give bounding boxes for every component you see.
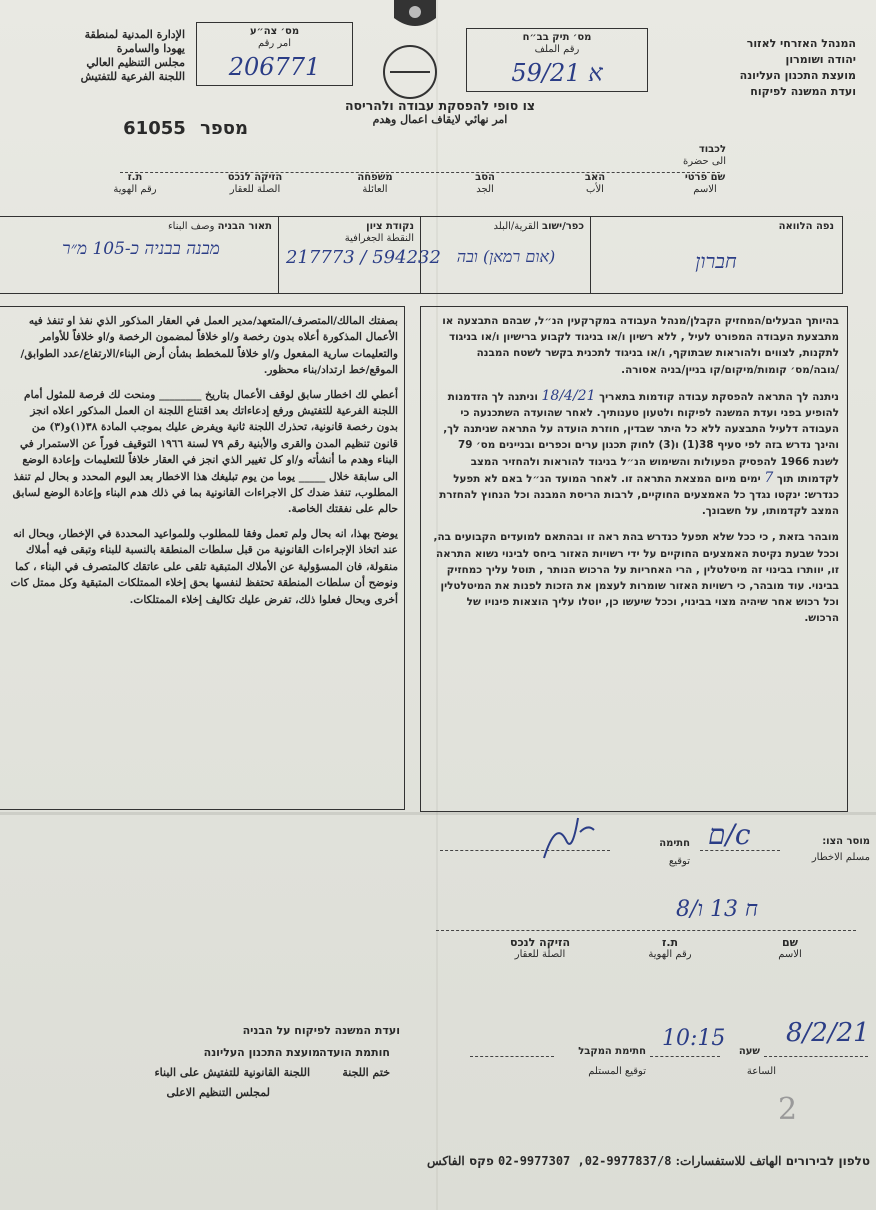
pencil-mark: 2 bbox=[778, 1092, 798, 1127]
org-line: اللجنة الفرعية للتفتيش bbox=[80, 70, 185, 83]
file-number-label: מס׳ תיק בב״ח bbox=[522, 32, 592, 43]
recipient-columns bbox=[470, 936, 860, 976]
location-table bbox=[0, 216, 843, 294]
stamp-council-ar: لمجلس التنظيم الاعلى bbox=[166, 1086, 270, 1099]
col-divider bbox=[590, 217, 591, 293]
time-label: שעה bbox=[738, 1046, 760, 1057]
signature-label-ar: توقيع bbox=[668, 856, 690, 867]
stamp-label-ar: ختم اللجنة bbox=[342, 1066, 390, 1079]
org-line: יהודה ושומרון bbox=[785, 53, 856, 66]
org-header-ar bbox=[40, 28, 185, 84]
org-line: המנהל האזרחי לאזור bbox=[746, 37, 856, 50]
location-col-village: כפר/ישוב القرية/البلد (אום רמאן) ובה bbox=[428, 221, 584, 267]
order-number-box bbox=[196, 22, 353, 86]
recipient-col: הסב الجد bbox=[475, 172, 495, 195]
org-line: يهودا والسامرة bbox=[116, 42, 185, 55]
stamp-label: חותמת הועדה bbox=[319, 1046, 390, 1059]
receipt-date: 8/2/21 bbox=[786, 1018, 870, 1048]
location-col-district: נפה הלוואה חברון bbox=[598, 221, 834, 274]
arabic-paragraph: أعطي لك اخطار سابق لوقف الأعمال بتاريخ ________ ومنحت لك فرصة للمثول أمام اللجنة الفرعية للتفتيش ورفع إدعاءاتك بعد اقتناع اللجنة ان العمل المذكور اعلاه انجز بدون رخصة قانونية، تحذرك اللجنة ثانية ويفرض عليك بموجب المادة ٣٨(١)و(٣) من قانون تنظيم المدن والقرى والأبنية رقم ٧٩ لسنة ١٩٦٦ التوقيف فوراً عن الاستمرار في البناء وهدم ما أنشأته و/او كل تغيير الذي انجز في العقار خلافاً للتعليمات وإعادة الوضع الى سابقة خلال _____ يوما من يوم تبليغك هذا الاخطار بعد اليوم المحدد و بحال لم تنفذ المطلوب، تنفذ ضدك كل الاجراءات القانونية بما في ذلك هدم البناء وإعادة الوضع لسابق حالم على نفقتك الخاصة. bbox=[12, 388, 398, 516]
file-number-value: 59/21 א bbox=[511, 59, 603, 87]
document-title: צו סופי להפסקת עבודה ולהריסה bbox=[344, 98, 536, 113]
receiver-signature-label-ar: توقيع المستلم bbox=[588, 1066, 646, 1077]
arabic-body bbox=[6, 313, 398, 608]
emblem-icon bbox=[390, 0, 440, 34]
order-server-label: מוסר הצו: bbox=[822, 836, 870, 847]
stamp-council: מועצת התכנון העליונה bbox=[203, 1046, 320, 1059]
stamp-committee: ועדת המשנה לפיקוח על הבניה bbox=[242, 1024, 400, 1037]
order-number-label-ar: امر رقم bbox=[257, 38, 292, 49]
fax-label: פקס bbox=[468, 1154, 494, 1168]
circle-stamp-icon bbox=[378, 40, 442, 104]
org-line: مجلس التنظيم العالي bbox=[86, 56, 185, 69]
hebrew-paragraph: ניתנה לך התראה להפסקת עבודה קודמות בתאריך 18/4/21 וניתנה לך הזדמנות להופיע בפני ועדת המשנה לפיקוח ולטעון טענותיך. לאחר שהועדה השתכנעה כי העבודה דלעיל התבצעה ללא כל היתר שבדין, חוזרת הועדה על התראה שניתנה לך, והינך נדרש בזה לפי סעיף 38(1) ו(3) לחוק תכנון ערים וכפרים ובניינים מס׳ 79 לשנת 1966 להפסיק הפעולות והשימוש הנ״ל בניגוד להוראות ולהחזיר המצב לקדמותו תוך 7 ימים מיום המצאת התראה זו. לאחר המועד הנ״ל באם לא תפעל כנדרש: ינקטו נגדך כל האמצעים החוקיים, לרבות הריסת המבנה וכל הנחוץ להחזרת המצב לקדמותו, על חשבונך. bbox=[439, 387, 839, 518]
time-label-ar: الساعة bbox=[746, 1066, 776, 1077]
org-line: الإدارة المدنية لمنطقة bbox=[84, 28, 185, 41]
arabic-paragraph: بصفتك المالك/المتصرف/المتعهد/مدير العمل في العقار المذكور الذي نفذ او تنفذ فيه الأعمال المذكورة أعلاه بدون رخصة و/او خلافاً لمضمون الرخصة و/او خلافاً للأوامر والتعليمات سارية المفعول و/او خلافاً للمخطط بشأن أرض البناء/الارتفاع/عدد الطوابق/الموقع/خط ارتداد/بناء محظور. bbox=[20, 315, 398, 377]
recipient-col: הזיקה לנכס الصلة للعقار bbox=[227, 172, 283, 195]
footer-contact bbox=[0, 1154, 870, 1168]
arabic-paragraph: يوضح بهذا، انه بحال ولم تعمل وفقا للمطلوب وللمواعيد المحددة في الإخطار، وبحال انه عند اتخاذ الإجراءات القانونية من قبل سلطات المنطقة بالنسبة للبناء وتبقى فيه أملاك منقولة، فان المسؤولية عن الأملاك المتبقية تلقى على عاتقك كالمتصرف في البناء ، كما ونوضح أن سلطات المنطقة تحتفظ لنفسها بحق إخلاء الممتلكات المتبقية وكل ممتل كات أخرى وبحال فعلوا ذلك، تفرض عليك تكاليف إخلاء الممتلكات. bbox=[10, 527, 398, 606]
recipient-columns bbox=[60, 172, 760, 208]
to-label-ar: الى حضرة bbox=[683, 156, 726, 167]
signature-label: חתימה bbox=[659, 838, 690, 849]
document-number bbox=[78, 118, 248, 139]
order-number-label: מס׳ צה״ע bbox=[249, 26, 300, 37]
phone-label-ar: الهاتف للاستفسارات: bbox=[675, 1154, 782, 1168]
time-line bbox=[650, 1056, 720, 1057]
hebrew-paragraph: מובהר בזאת , כי ככל שלא תפעל כנדרש בהת ראה זו ובהתאם למועדים הקבועים בה, וככל שבעת נקיטת האמצעים החוקיים על ידי רשויות האזור ביחס לבינוי נשוא התראה זו, יוותרו בבינוי זה מיטלטלין , הרי האחריות על הרכוש הנותר , תוטל עליך כמחזיק בבינוי. עוד מובהר, כי רשויות האזור שומרות לעצמן את הזכות לפנות את המיטלטלין וכל רכוש אחר שיהיה מצוי בבינוי, וככל שיעשו כן, יוטלו עליך הוצאות פינויו של הרכוש. bbox=[433, 531, 839, 625]
file-number-box bbox=[466, 28, 648, 92]
district-value: חברון bbox=[695, 249, 737, 273]
col-divider bbox=[278, 217, 279, 293]
hebrew-paragraph: בהיותך הבעלים/המחזיק הקבלן/מנהל העבודה במקרקעין הנ״ל, שבהם התבצעה או מתבצעת העבודה המפורט לעיל , ללא רשיון ו/או בניגוד לקבוע ברישיון ו/או בניגוד לתקנות, לצווים ולהוראות שבתוקף, ו/או בניגוד לתכנית בקשר לשטח המבנה /גובה/מס׳ קומות/מיקום/קו בניין/בניה אסורה. bbox=[442, 315, 839, 376]
org-line: ועדת המשנה לפיקוח bbox=[750, 85, 856, 98]
hebrew-body bbox=[429, 313, 839, 627]
description-value: מבנה בבניה כ-105 מ״ר bbox=[62, 239, 220, 259]
document-title-ar: امر نهائي لايقاف اعمال وهدم bbox=[372, 113, 508, 126]
fax-label-ar: الفاكس bbox=[427, 1154, 465, 1168]
recipient-line bbox=[436, 930, 856, 931]
date-line bbox=[764, 1056, 868, 1057]
recipient-col: האב الأب bbox=[584, 172, 606, 195]
location-col-description: תאור הבניה وصف البناء מבנה בבניה כ-105 מ״ר bbox=[10, 221, 272, 259]
fold-line bbox=[0, 812, 876, 815]
village-value: (אום רמאן) ובה bbox=[456, 247, 556, 266]
receiver-signature-line bbox=[470, 1056, 554, 1057]
recipient-col: הזיקה לנכס الصلة للعقار bbox=[509, 936, 571, 960]
hebrew-body-box bbox=[420, 306, 848, 812]
handwritten-signature bbox=[538, 810, 598, 866]
order-number-value: 206771 bbox=[228, 53, 321, 81]
recipient-handwriting: 8/ח 13 ו bbox=[676, 897, 759, 922]
receiver-signature-label: חתימת המקבל bbox=[578, 1046, 646, 1057]
phone-numbers: 02-9977307 ,02-9977837/8 bbox=[498, 1154, 672, 1168]
order-server-label-ar: مسلم الاخطار bbox=[811, 852, 870, 863]
arabic-body-box bbox=[0, 306, 405, 810]
recipient-col: ת.ז رقم الهوية bbox=[648, 936, 692, 960]
recipient-col: משפחה العائلة bbox=[357, 172, 393, 195]
number-value: 61055 bbox=[123, 118, 186, 139]
recipient-col: שם الاسم bbox=[778, 936, 802, 960]
receipt-time: 10:15 bbox=[662, 1026, 726, 1051]
number-label: מספר bbox=[200, 118, 248, 139]
recipient-col: שם פרטי الاسم bbox=[684, 172, 726, 195]
phone-label: טלפון לבירורים bbox=[785, 1154, 870, 1168]
org-line: מועצת התכנון העליונה bbox=[739, 69, 856, 82]
coordinates-value: 217773 / 594232 bbox=[286, 247, 441, 268]
location-col-coordinates: נקודת ציון النقطة الجغرافية 217773 / 594232 bbox=[286, 221, 441, 268]
warning-date: 18/4/21 bbox=[541, 387, 596, 404]
file-number-label-ar: رقم الملف bbox=[534, 44, 580, 55]
org-header-he bbox=[641, 36, 856, 100]
stamp-committee-ar: اللجنة القانونية للتفتيش على البناء bbox=[154, 1066, 310, 1079]
days-value: 7 bbox=[764, 469, 774, 486]
to-label: לכבוד bbox=[698, 144, 726, 155]
server-signature: ﬦ/c bbox=[708, 818, 751, 851]
recipient-col: ת.ז رقم الهوية bbox=[113, 172, 157, 195]
